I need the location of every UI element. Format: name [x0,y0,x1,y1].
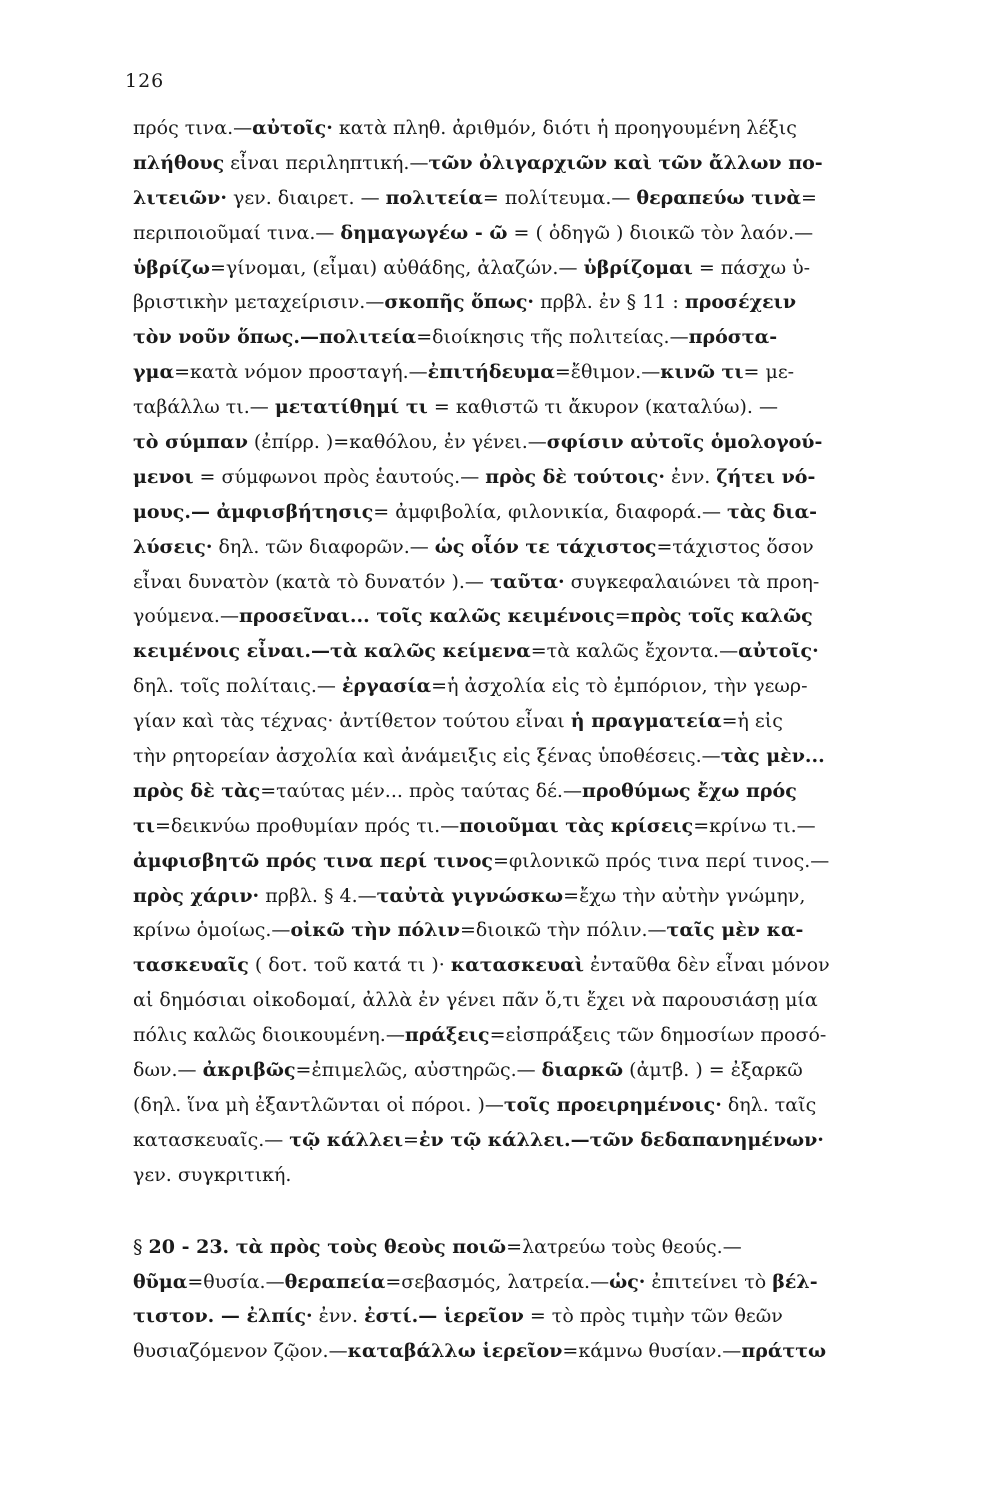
gloss-text: (δηλ. ἵνα μὴ ἐξαντλῶνται οἱ πόροι. )— [133,1093,504,1116]
gloss-text: =διοικῶ τὴν πόλιν.— [459,919,667,942]
gloss-text: = πολίτευμα.— [482,186,637,209]
gloss-text: = τὸ πρὸς τιμὴν τῶν θεῶν [523,1305,783,1328]
text-line [133,983,965,1018]
gloss-text: γίαν καὶ τὰς τέχνας· ἀντίθετον τούτου εἶναι [133,710,571,733]
headword: δημαγωγέω - ῶ [340,221,508,244]
gloss-text: θυσιαζόμενον ζῷον.— [133,1340,348,1363]
headword: τὰς δια- [727,500,817,523]
gloss-text: πρβλ. ἐν § 11 : [534,291,685,314]
gloss-text: =ἔχω τὴν αὐτὴν γνώμην, [563,884,806,907]
headword: πρὸς τοῖς καλῶς [630,605,813,628]
gloss-text: δηλ. ταῖς [721,1093,817,1116]
gloss-text: (ἀμτβ. ) = ἐξαρκῶ [623,1059,803,1082]
gloss-text: συγκεφαλαιώνει τὰ προη- [564,570,820,593]
headword: πρὸς δὲ τὰς [133,779,261,802]
headword: ὑβρίζομαι [583,256,693,279]
text-line [133,1088,965,1123]
headword: πολιτεία [385,186,483,209]
gloss-text: = [614,605,631,628]
gloss-text: =θυσία.— [187,1270,285,1293]
gloss-text: =γίνομαι, (εἶμαι) αὐθάδης, ἀλαζών.— [209,256,584,279]
text-line [133,1123,965,1158]
headword: ἐπιτήδευμα [427,361,555,384]
headword: τῷ κάλλει [289,1128,404,1151]
headword: τὸν νοῦν ὅπως.—πολιτεία [133,326,417,349]
text-line [133,251,965,286]
headword: ἐργασία [341,675,432,698]
text-line [133,774,965,809]
headword: τοῖς προειρημένοις· [503,1093,722,1116]
headword: ζήτει νό- [716,465,816,488]
headword: πρόστα- [688,326,778,349]
gloss-text: =ἡ ἀσχολία εἰς τὸ ἐμπόριον, τὴν γεωρ- [431,675,808,698]
headword: μετατίθημί τι [274,396,428,419]
gloss-text: = [801,186,817,209]
gloss-text: τὴν ρητορείαν ἀσχολία καὶ ἀνάμειξις εἰς ξένας ὑποθέσεις.— [133,745,721,768]
gloss-text: =κρίνω τι.— [693,814,816,837]
text-line [133,879,965,914]
gloss-text: = καθιστῶ τι ἄκυρον (καταλύω). — [427,396,778,419]
gloss-text: γεν. συγκριτική. [133,1163,292,1186]
headword: πρὸς χάριν· [133,884,260,907]
headword: οἰκῶ τὴν πόλιν [290,919,460,942]
headword: ἐστί.— ἱερεῖον [364,1305,524,1328]
gloss-text: ἐνν. [312,1305,365,1328]
gloss-text: = πάσχω ὑ- [692,256,811,279]
headword: ποιοῦμαι τὰς κρίσεις [459,814,694,837]
headword: κινῶ τι [660,361,744,384]
gloss-text: ταβάλλω τι.— [133,396,275,419]
gloss-text: =φιλονικῶ πρός τινα περί τινος.— [492,849,830,872]
gloss-text: = [403,1128,419,1151]
gloss-text: πρός τινα.— [133,117,253,139]
gloss-text: = σύμφωνοι πρὸς ἑαυτούς.— [193,465,486,488]
headword: 20 - 23. τὰ πρὸς τοὺς θεοὺς ποιῶ [148,1235,507,1258]
gloss-text: κατασκευαῖς.— [133,1128,290,1151]
text-line [133,809,965,844]
headword: ἀμφισβητῶ πρός τινα περί τινος [133,849,493,872]
headword: ταὐτὰ γιγνώσκω [376,884,564,907]
gloss-text: ἐνν. [664,465,717,488]
headword: ἀκριβῶς [202,1059,296,1082]
gloss-text: =κάμνω θυσίαν.— [562,1340,742,1363]
gloss-text: =τὰ καλῶς ἔχοντα.— [530,640,739,663]
headword: κατασκευαὶ [450,954,584,977]
headword: γμα [133,361,175,384]
headword: πρὸς δὲ τούτοις· [485,465,665,488]
gloss-text: περιποιοῦμαί τινα.— [133,221,341,244]
text-line [133,355,965,390]
gloss-text: =λατρεύω τοὺς θεούς.— [506,1235,742,1258]
text-line [133,425,965,460]
gloss-text: πόλις καλῶς διοικουμένη.— [133,1024,405,1047]
gloss-text: κατὰ πληθ. ἀριθμόν, διότι ἡ προηγουμένη λέξις [332,117,797,139]
text-line [133,111,965,146]
headword: τὰς μὲν... [720,745,825,768]
text-line [133,216,965,251]
page-number: 126 [125,70,165,92]
gloss-text: =τάχιστος ὅσον [656,535,814,558]
text-line [133,320,965,355]
text-line [133,565,965,600]
gloss-text: γούμενα.— [133,605,239,628]
headword: ἐν τῷ κάλλει.—τῶν δεδαπανημένων· [418,1128,824,1151]
text-line [133,1230,965,1265]
text-line [133,844,965,879]
gloss-text: = ( ὁδηγῶ ) διοικῶ τὸν λαόν.— [507,221,814,244]
headword: πράξεις [404,1024,490,1047]
text-line [133,1299,965,1334]
gloss-text: ( δοτ. τοῦ κατά τι )· [248,954,451,977]
headword: αὐτοῖς· [252,117,333,139]
headword: τι [133,814,155,837]
text-line [133,146,965,181]
headword: μενοι [133,465,194,488]
headword: ὑβρίζω [133,256,210,279]
headword: ταῖς μὲν κα- [666,919,804,942]
gloss-text: § [133,1235,149,1258]
headword: προθύμως ἔχω πρός [581,779,797,802]
headword: θεραπεία [284,1270,386,1293]
headword: καταβάλλω ἱερεῖον [347,1340,563,1363]
gloss-text: πρβλ. § 4.— [259,884,377,907]
headword: λύσεις· [133,535,213,558]
gloss-text: = ἀμφιβολία, φιλονικία, διαφορά.— [373,500,728,523]
headword: σκοπῆς ὅπως· [384,291,535,314]
gloss-text: =ἔθιμον.— [554,361,661,384]
headword: κειμένοις εἶναι.—τὰ καλῶς κείμενα [133,640,531,663]
gloss-text: ἐνταῦθα δὲν εἶναι μόνον [583,954,830,977]
gloss-text: =ἡ εἰς [721,710,783,733]
headword: πράττω [741,1340,827,1363]
text-line [133,669,965,704]
headword: τῶν ὀλιγαρχιῶν καὶ τῶν ἄλλων πο- [428,151,823,174]
gloss-text: =ταύτας μέν... πρὸς ταύτας δέ.— [260,779,582,802]
text-line [133,599,965,634]
headword: τιστον. — ἐλπίς· [133,1305,313,1328]
headword: λιτειῶν· [133,186,227,209]
text-line [133,1053,965,1088]
gloss-text: δων.— [133,1059,203,1082]
headword: ἡ πραγματεία [570,710,722,733]
headword: πλήθους [133,151,225,174]
gloss-text: =ἐπιμελῶς, αὐστηρῶς.— [295,1059,542,1082]
headword: τασκευαῖς [133,954,249,977]
gloss-text: =διοίκησις τῆς πολιτείας.— [416,326,689,349]
text-line [133,948,965,983]
text-line [133,390,965,425]
text-line [133,530,965,565]
headword: ὡς· [609,1270,646,1293]
text-line [133,1265,965,1300]
gloss-text: βριστικὴν μεταχείρισιν.— [133,291,385,314]
text-line [133,181,965,216]
headword: ταῦτα· [489,570,565,593]
headword: θῦμα [133,1270,188,1293]
text-line [133,285,965,320]
gloss-text: αἱ δημόσιαι οἰκοδομαί, ἀλλὰ ἐν γένει πᾶν ὅ,τι ἔχει νὰ παρουσιάσῃ μία [133,989,818,1012]
gloss-text: =εἰσπράξεις τῶν δημοσίων προσό- [489,1024,827,1047]
headword: βέλ- [772,1270,818,1293]
headword: προσεῖναι... τοῖς καλῶς κειμένοις [238,605,615,628]
text-line [133,1334,965,1369]
headword: μους.— ἀμφισβήτησις [133,500,374,523]
headword: τὸ σύμπαν [133,431,248,454]
gloss-text: εἶναι δυνατὸν (κατὰ τὸ δυνατόν ).— [133,570,490,593]
glossary-text [133,111,965,1369]
text-line [133,1158,965,1193]
gloss-text: δηλ. τῶν διαφορῶν.— [212,535,435,558]
text-line [133,634,965,669]
gloss-text: =σεβασμός, λατρεία.— [385,1270,610,1293]
gloss-text: γεν. διαιρετ. — [226,186,386,209]
headword: διαρκῶ [541,1059,624,1082]
text-line [133,739,965,774]
gloss-text: = με- [743,361,795,384]
text-line [133,495,965,530]
gloss-text: (ἐπίρρ. )=καθόλου, ἐν γένει.— [247,431,547,454]
gloss-text: =κατὰ νόμον προσταγή.— [174,361,428,384]
gloss-text: δηλ. τοῖς πολίταις.— [133,675,342,698]
text-line [133,913,965,948]
text-line [133,1018,965,1053]
gloss-text: εἶναι περιληπτική.— [224,151,429,174]
headword: θεραπεύω τινὰ [636,186,802,209]
gloss-text: =δεικνύω προθυμίαν πρός τι.— [154,814,460,837]
headword: αὐτοῖς· [738,640,819,663]
gloss-text: κρίνω ὁμοίως.— [133,919,291,942]
headword: σφίσιν αὐτοῖς ὁμολογού- [546,431,823,454]
headword: ὡς οἷόν τε τάχιστος [434,535,657,558]
text-line [133,704,965,739]
text-line [133,460,965,495]
headword: προσέχειν [684,291,797,314]
gloss-text: ἐπιτείνει τὸ [645,1270,773,1293]
